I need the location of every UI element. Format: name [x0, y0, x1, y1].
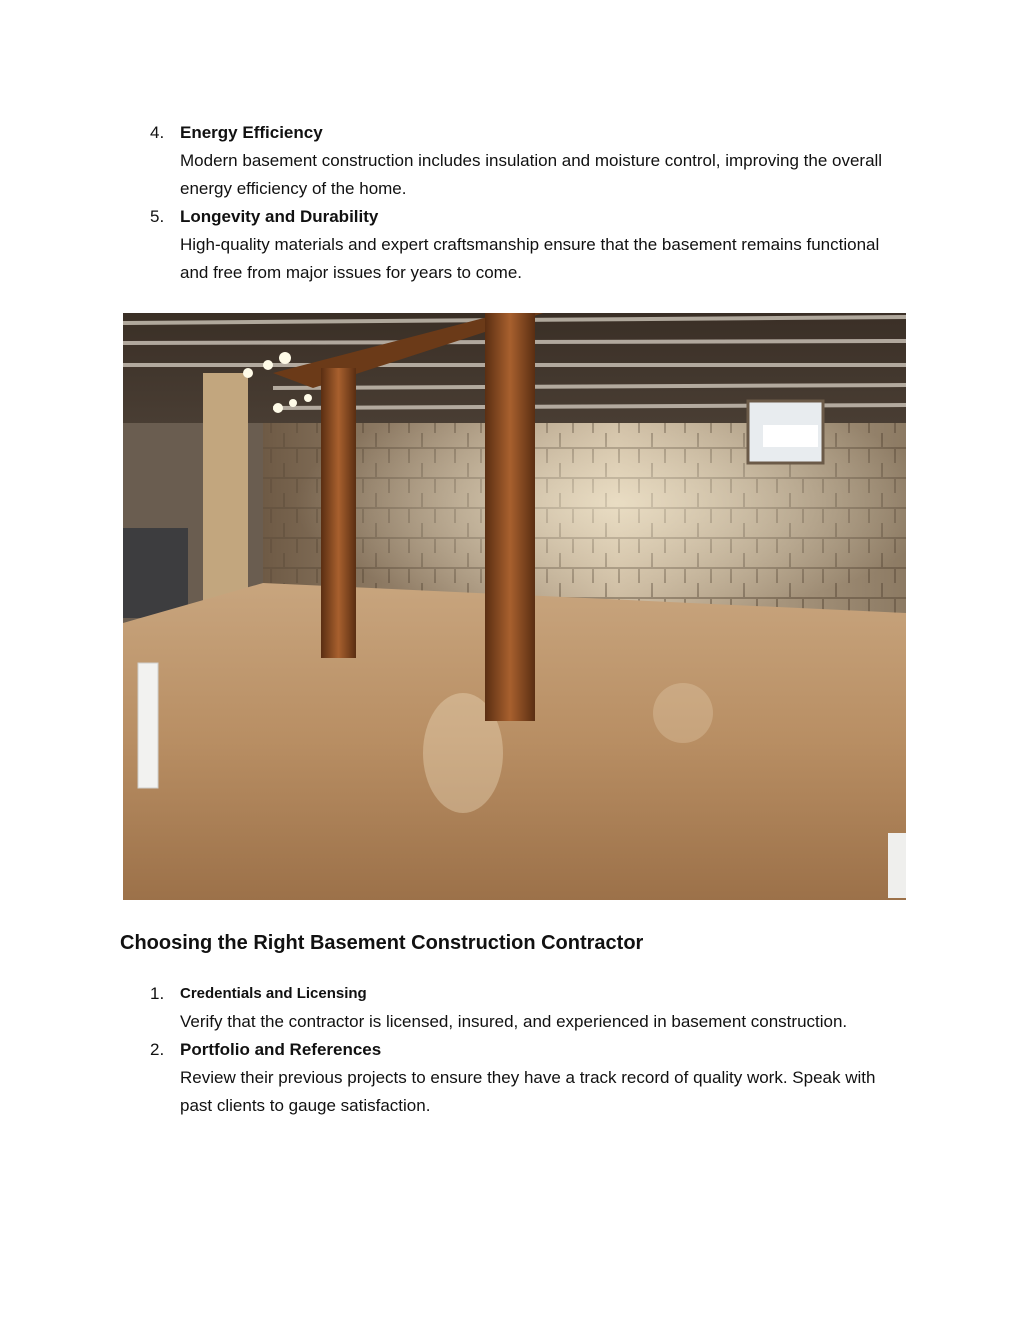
- item-description: Verify that the contractor is licensed, insured, and experienced in basement construction.: [180, 1012, 848, 1031]
- contractor-tips-list: [150, 980, 910, 1120]
- item-title: Credentials and Licensing: [180, 985, 367, 1002]
- list-number: 5.: [150, 207, 165, 226]
- basement-photo: [123, 313, 906, 900]
- list-item: [150, 203, 910, 287]
- list-item: [150, 119, 910, 203]
- list-item: [150, 1036, 910, 1120]
- section-heading: Choosing the Right Basement Construction Contractor: [120, 932, 644, 954]
- list-item: [150, 980, 910, 1036]
- item-description: High-quality materials and expert craftsmanship ensure that the basement remains functional and free from major issues for years to come.: [180, 235, 880, 282]
- benefits-list: [150, 119, 910, 287]
- item-description: Review their previous projects to ensure they have a track record of quality work. Speak with past clients to gauge satisfaction.: [180, 1068, 876, 1115]
- basement-photo-illustration: [123, 313, 906, 900]
- list-number: 2.: [150, 1040, 165, 1059]
- item-title: Longevity and Durability: [180, 207, 379, 226]
- list-number: 4.: [150, 123, 165, 142]
- item-description: Modern basement construction includes insulation and moisture control, improving the overall energy efficiency of the home.: [180, 151, 883, 198]
- item-title: Energy Efficiency: [180, 123, 323, 142]
- list-number: 1.: [150, 984, 165, 1003]
- item-title: Portfolio and References: [180, 1040, 382, 1059]
